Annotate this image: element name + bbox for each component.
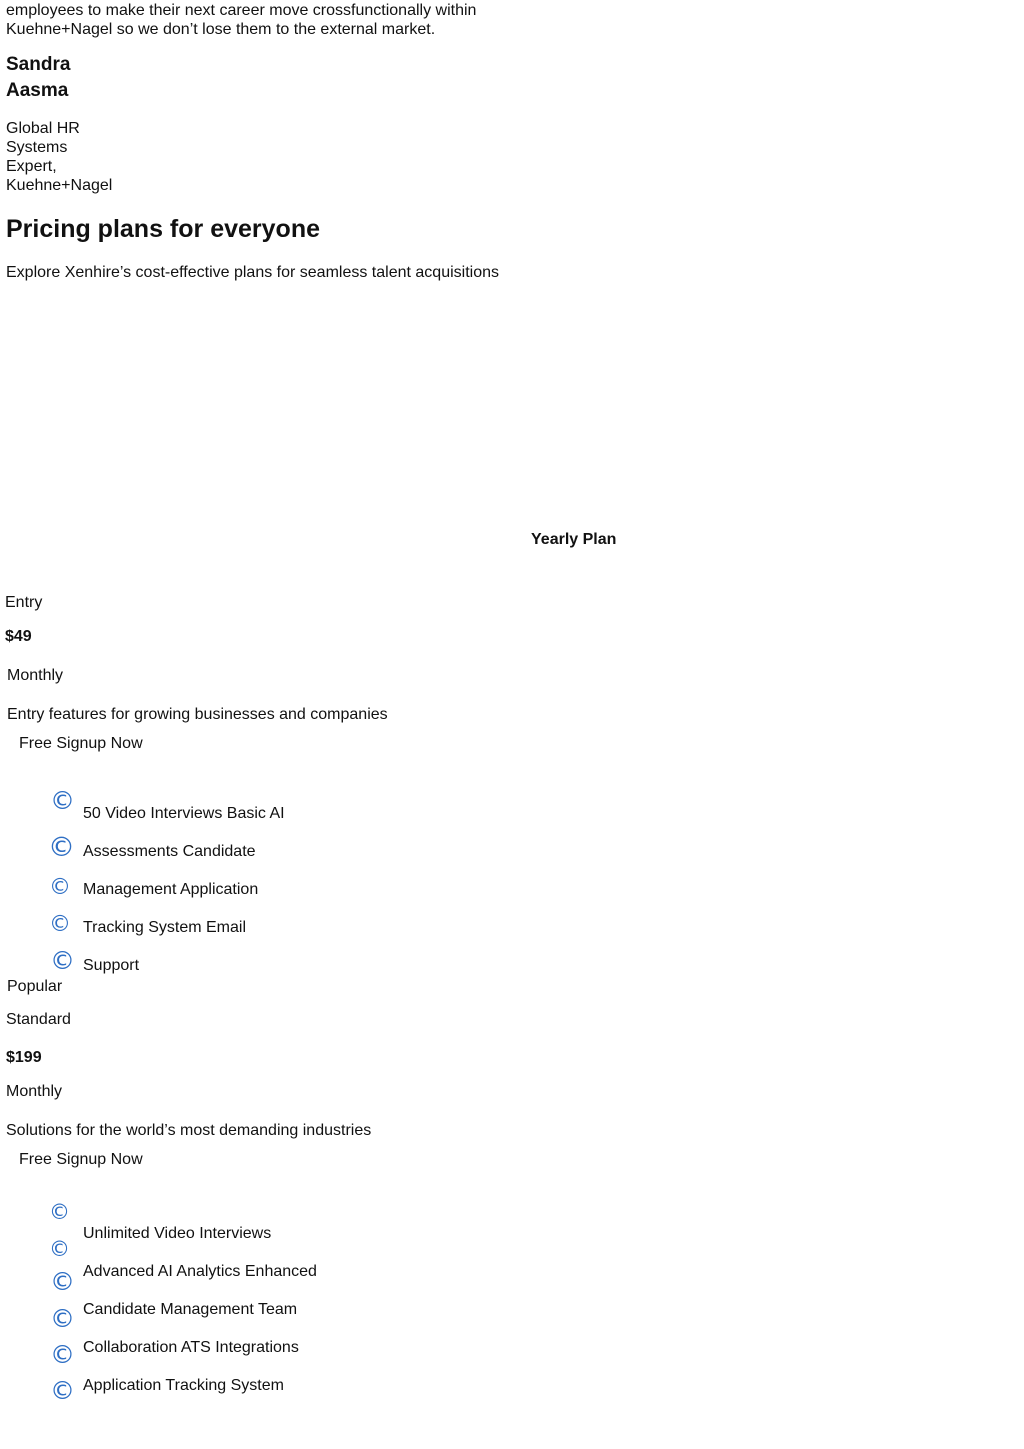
- yearly-plan-toggle[interactable]: Yearly Plan: [531, 531, 617, 548]
- feature-item: Support: [83, 957, 140, 974]
- pricing-subtitle: Explore Xenhire’s cost-effective plans for seamless talent acquisitions: [6, 264, 499, 281]
- copyright-icon: ©: [49, 912, 71, 937]
- plan-period: Monthly: [7, 667, 64, 684]
- plan-name: Standard: [6, 1011, 71, 1028]
- testimonial-quote: [6, 1, 526, 39]
- pricing-title: Pricing plans for everyone: [6, 215, 320, 243]
- plan-period: Monthly: [6, 1083, 63, 1100]
- free-signup-button[interactable]: Free Signup Now: [19, 1151, 143, 1168]
- free-signup-button[interactable]: Free Signup Now: [19, 735, 143, 752]
- author-role-line: Kuehne+Nagel: [6, 177, 113, 194]
- feature-item: Unlimited Video Interviews: [83, 1225, 272, 1242]
- quote-line: Kuehne+Nagel so we don’t lose them to the external market.: [6, 21, 436, 38]
- popular-badge: Popular: [7, 978, 63, 995]
- feature-item: Candidate Management Team: [83, 1301, 298, 1318]
- feature-item: Application Tracking System: [83, 1377, 284, 1394]
- author-role-line: Systems: [6, 139, 68, 156]
- plan-description: Entry features for growing businesses and companies: [7, 706, 388, 723]
- copyright-icon: ©: [50, 1376, 75, 1405]
- feature-item: Tracking System Email: [83, 919, 246, 936]
- plan-name: Entry: [5, 594, 43, 611]
- plan-price: $199: [6, 1049, 42, 1066]
- copyright-icon: ©: [49, 1237, 70, 1261]
- plan-description: Solutions for the world’s most demanding industries: [6, 1122, 372, 1139]
- feature-item: 50 Video Interviews Basic AI: [83, 805, 285, 822]
- plan-price: $49: [5, 628, 32, 645]
- copyright-icon: ©: [50, 1340, 75, 1369]
- author-first-name: Sandra: [6, 54, 71, 75]
- feature-item: Collaboration ATS Integrations: [83, 1339, 299, 1356]
- author-last-name: Aasma: [6, 80, 69, 101]
- copyright-icon: ©: [50, 1304, 75, 1333]
- copyright-icon: ©: [50, 786, 75, 815]
- feature-item: Assessments Candidate: [83, 843, 256, 860]
- copyright-icon: ©: [50, 946, 75, 975]
- testimonial-author-role: [6, 119, 112, 195]
- feature-item: Management Application: [83, 881, 259, 898]
- testimonial-author-name: [6, 52, 70, 104]
- author-role-line: Expert,: [6, 158, 57, 175]
- copyright-icon: ©: [48, 832, 75, 863]
- feature-item: Advanced AI Analytics Enhanced: [83, 1263, 317, 1280]
- copyright-icon: ©: [49, 1200, 70, 1224]
- author-role-line: Global HR: [6, 120, 80, 137]
- copyright-icon: ©: [49, 875, 71, 900]
- copyright-icon: ©: [50, 1267, 75, 1296]
- quote-line: employees to make their next career move crossfunctionally within: [6, 2, 477, 19]
